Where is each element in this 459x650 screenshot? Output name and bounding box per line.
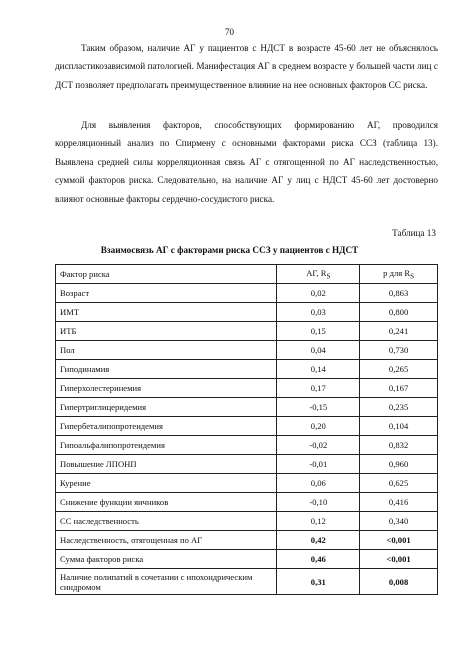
p-cell: 0,800 [360, 303, 438, 322]
factor-cell: Гиподинамия [56, 360, 277, 379]
header-factor: Фактор риска [56, 265, 277, 284]
r-cell: 0,02 [277, 284, 360, 303]
p-cell: 0,730 [360, 341, 438, 360]
r-cell: -0,10 [277, 493, 360, 512]
table-row [56, 322, 438, 341]
factor-cell: Повышение ЛПОНП [56, 455, 277, 474]
r-cell: 0,46 [277, 550, 360, 569]
r-cell: 0,15 [277, 322, 360, 341]
p-cell: 0,104 [360, 417, 438, 436]
r-cell: 0,17 [277, 379, 360, 398]
p-cell: 0,340 [360, 512, 438, 531]
p-cell: 0,235 [360, 398, 438, 417]
paragraph-2: Для выявления факторов, способствующих формированию АГ, проводился корреляционный анализ по Спирмену с основными факторами риска ССЗ (таблица 13). Выявлена средней силы корреляционная связь АГ с отягощенной по АГ наследственностью, суммой факторов риска. Следовательно, на наличие АГ у лиц с НДСТ 45-60 лет достоверно влияют основные факторы сердечно-сосудистого риска. [55, 120, 438, 204]
p-cell: 0,863 [360, 284, 438, 303]
factor-cell: Гипоальфалипопротеидемия [56, 436, 277, 455]
p-cell: 0,832 [360, 436, 438, 455]
table-row [56, 474, 438, 493]
r-cell: 0,31 [277, 569, 360, 595]
table-row [56, 341, 438, 360]
p-cell: 0,625 [360, 474, 438, 493]
p-cell: 0,960 [360, 455, 438, 474]
correlation-table [55, 264, 438, 595]
p-cell: 0,265 [360, 360, 438, 379]
table-row [56, 493, 438, 512]
r-cell: -0,02 [277, 436, 360, 455]
factor-cell: Гипербеталипопротеидемия [56, 417, 277, 436]
p-cell: <0,001 [360, 550, 438, 569]
factor-cell: Сумма факторов риска [56, 550, 277, 569]
p-cell: <0,001 [360, 531, 438, 550]
header-ag-r: АГ, $R_S$ [277, 265, 360, 284]
r-cell: 0,12 [277, 512, 360, 531]
table-row [56, 398, 438, 417]
table-row [56, 531, 438, 550]
p-cell: 0,241 [360, 322, 438, 341]
r-cell: 0,04 [277, 341, 360, 360]
factor-cell: Гипертриглицеридемия [56, 398, 277, 417]
factor-cell: Курение [56, 474, 277, 493]
r-cell: 0,03 [277, 303, 360, 322]
r-cell: 0,42 [277, 531, 360, 550]
header-p: p для $R_S$ [360, 265, 438, 284]
table-row [56, 569, 438, 595]
r-cell: 0,14 [277, 360, 360, 379]
factor-cell: СС наследственность [56, 512, 277, 531]
table-label: Таблица 13 [392, 228, 436, 238]
table-row [56, 436, 438, 455]
factor-cell: ИТБ [56, 322, 277, 341]
table-row [56, 360, 438, 379]
r-cell: 0,06 [277, 474, 360, 493]
r-cell: -0,15 [277, 398, 360, 417]
r-cell: 0,20 [277, 417, 360, 436]
table-row [56, 379, 438, 398]
r-cell: -0,01 [277, 455, 360, 474]
factor-cell: Снижение функции яичников [56, 493, 277, 512]
table-row [56, 284, 438, 303]
p-cell: 0,167 [360, 379, 438, 398]
table-row [56, 303, 438, 322]
table-row [56, 455, 438, 474]
p-cell: 0,416 [360, 493, 438, 512]
factor-cell: ИМТ [56, 303, 277, 322]
p-cell: 0,008 [360, 569, 438, 595]
page-number: 70 [225, 27, 234, 37]
factor-cell: Возраст [56, 284, 277, 303]
table-title: Взаимосвязь АГ с факторами риска ССЗ у пациентов с НДСТ [100, 245, 359, 255]
factor-cell: Пол [56, 341, 277, 360]
table-row [56, 550, 438, 569]
factor-cell: Наличие полипатий в сочетании с ипохондрическим синдромом [56, 569, 277, 595]
factor-cell: Наследственность, отягощенная по АГ [56, 531, 277, 550]
table-row [56, 512, 438, 531]
table-row [56, 417, 438, 436]
paragraph-1: Таким образом, наличие АГ у пациентов с НДСТ в возрасте 45-60 лет не объяснялось диспластикозависимой патологией. Манифестация АГ в среднем возрасте у большей части лиц с ДСТ позволяет предполагать преимущественное влияние на нее основных факторов СС риска. [55, 43, 438, 90]
factor-cell: Гиперхолестеринемия [56, 379, 277, 398]
table-header-row [56, 265, 438, 284]
